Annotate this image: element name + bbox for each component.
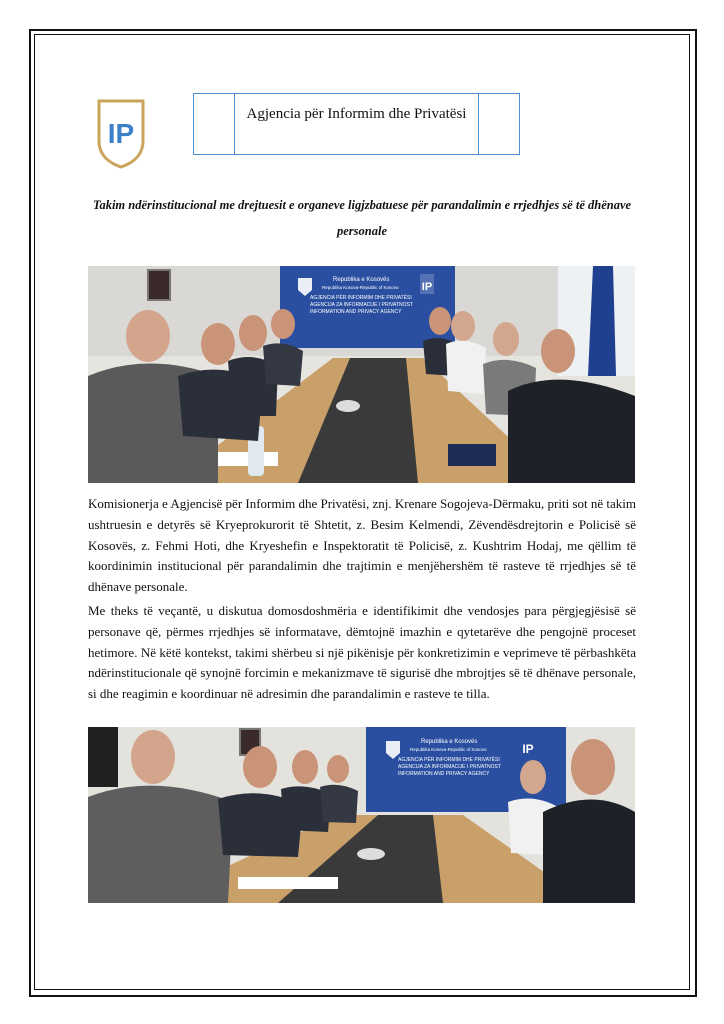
banner2-line-3: AGJENCIA PËR INFORMIM DHE PRIVATËSI (398, 757, 500, 763)
banner-line-4: AGENCIJA ZA INFORMACIJE I PRIVATNOST (310, 302, 413, 308)
header-table (193, 93, 520, 155)
meeting-photo-2 (88, 727, 635, 903)
header-cell-left (194, 94, 235, 154)
banner2-line-2: Republika Kosova-Republic of Kosovo (410, 747, 487, 752)
banner-line-5: INFORMATION AND PRIVACY AGENCY (310, 309, 402, 315)
meeting-photo-1 (88, 266, 635, 483)
banner2-logo-letters: IP (522, 742, 534, 756)
article-title: Takim ndërinstitucional me drejtuesit e organeve ligjzbatuese për parandalimin e rrjedhjes së të dhënave personale (92, 198, 632, 238)
banner-line-1: Republika e Kosovës (333, 277, 390, 283)
banner-logo-letters: IP (421, 281, 433, 293)
banner-line-2: Republika Kosova-Republic of Kosovo (322, 285, 399, 290)
header-cell-right (478, 94, 519, 154)
article-paragraph-1: Komisionerja e Agjencisë për Informim dhe Privatësi, znj. Krenare Sogojeva-Dërmaku, priti sot në takim ushtruesin e detyrës së Kryeprokurorit të Shtetit, z. Besim Kelmendi, Zëvendësdrejtorin e Policisë së Kosovës, z. Fehmi Hoti, dhe Kryeshefin e Inspektoratit të Policisë, z. Kushtrim Hodaj, me qëllim të koordinimin institucional për parandalimin dhe trajtimin e menjëhershëm të rasteve të rrjedhjes së të dhënave personale. (88, 496, 637, 595)
banner-line-3: AGJENCIA PËR INFORMIM DHE PRIVATËSI (310, 295, 412, 301)
logo-letters: IP (107, 118, 135, 149)
banner2-line-1: Republika e Kosovës (421, 739, 478, 745)
agency-logo (93, 97, 149, 169)
agency-name: Agjencia për Informim dhe Privatësi (246, 106, 467, 122)
banner2-line-4: AGENCIJA ZA INFORMACIJE I PRIVATNOST (398, 764, 501, 770)
banner2-line-5: INFORMATION AND PRIVACY AGENCY (398, 771, 490, 777)
article-paragraph-2: Me theks të veçantë, u diskutua domosdoshmëria e identifikimit dhe vendosjes para përgjegjësisë së personave që, përmes rrjedhjes së informatave, dëmtojnë imazhin e qytetarëve dhe pengojnë proceset hetimore. Në këtë kontekst, takimi shërbeu si një pikënisje për konkretizimin e veprimeve të përbashkëta ndërinstitucionale që synojnë forcimin e mekanizmave të sigurisë dhe mbrojtjes së të dhënave personale, si dhe reagimin e koordinuar në adresimin dhe parandalimin e rasteve te tilla. (88, 603, 636, 702)
